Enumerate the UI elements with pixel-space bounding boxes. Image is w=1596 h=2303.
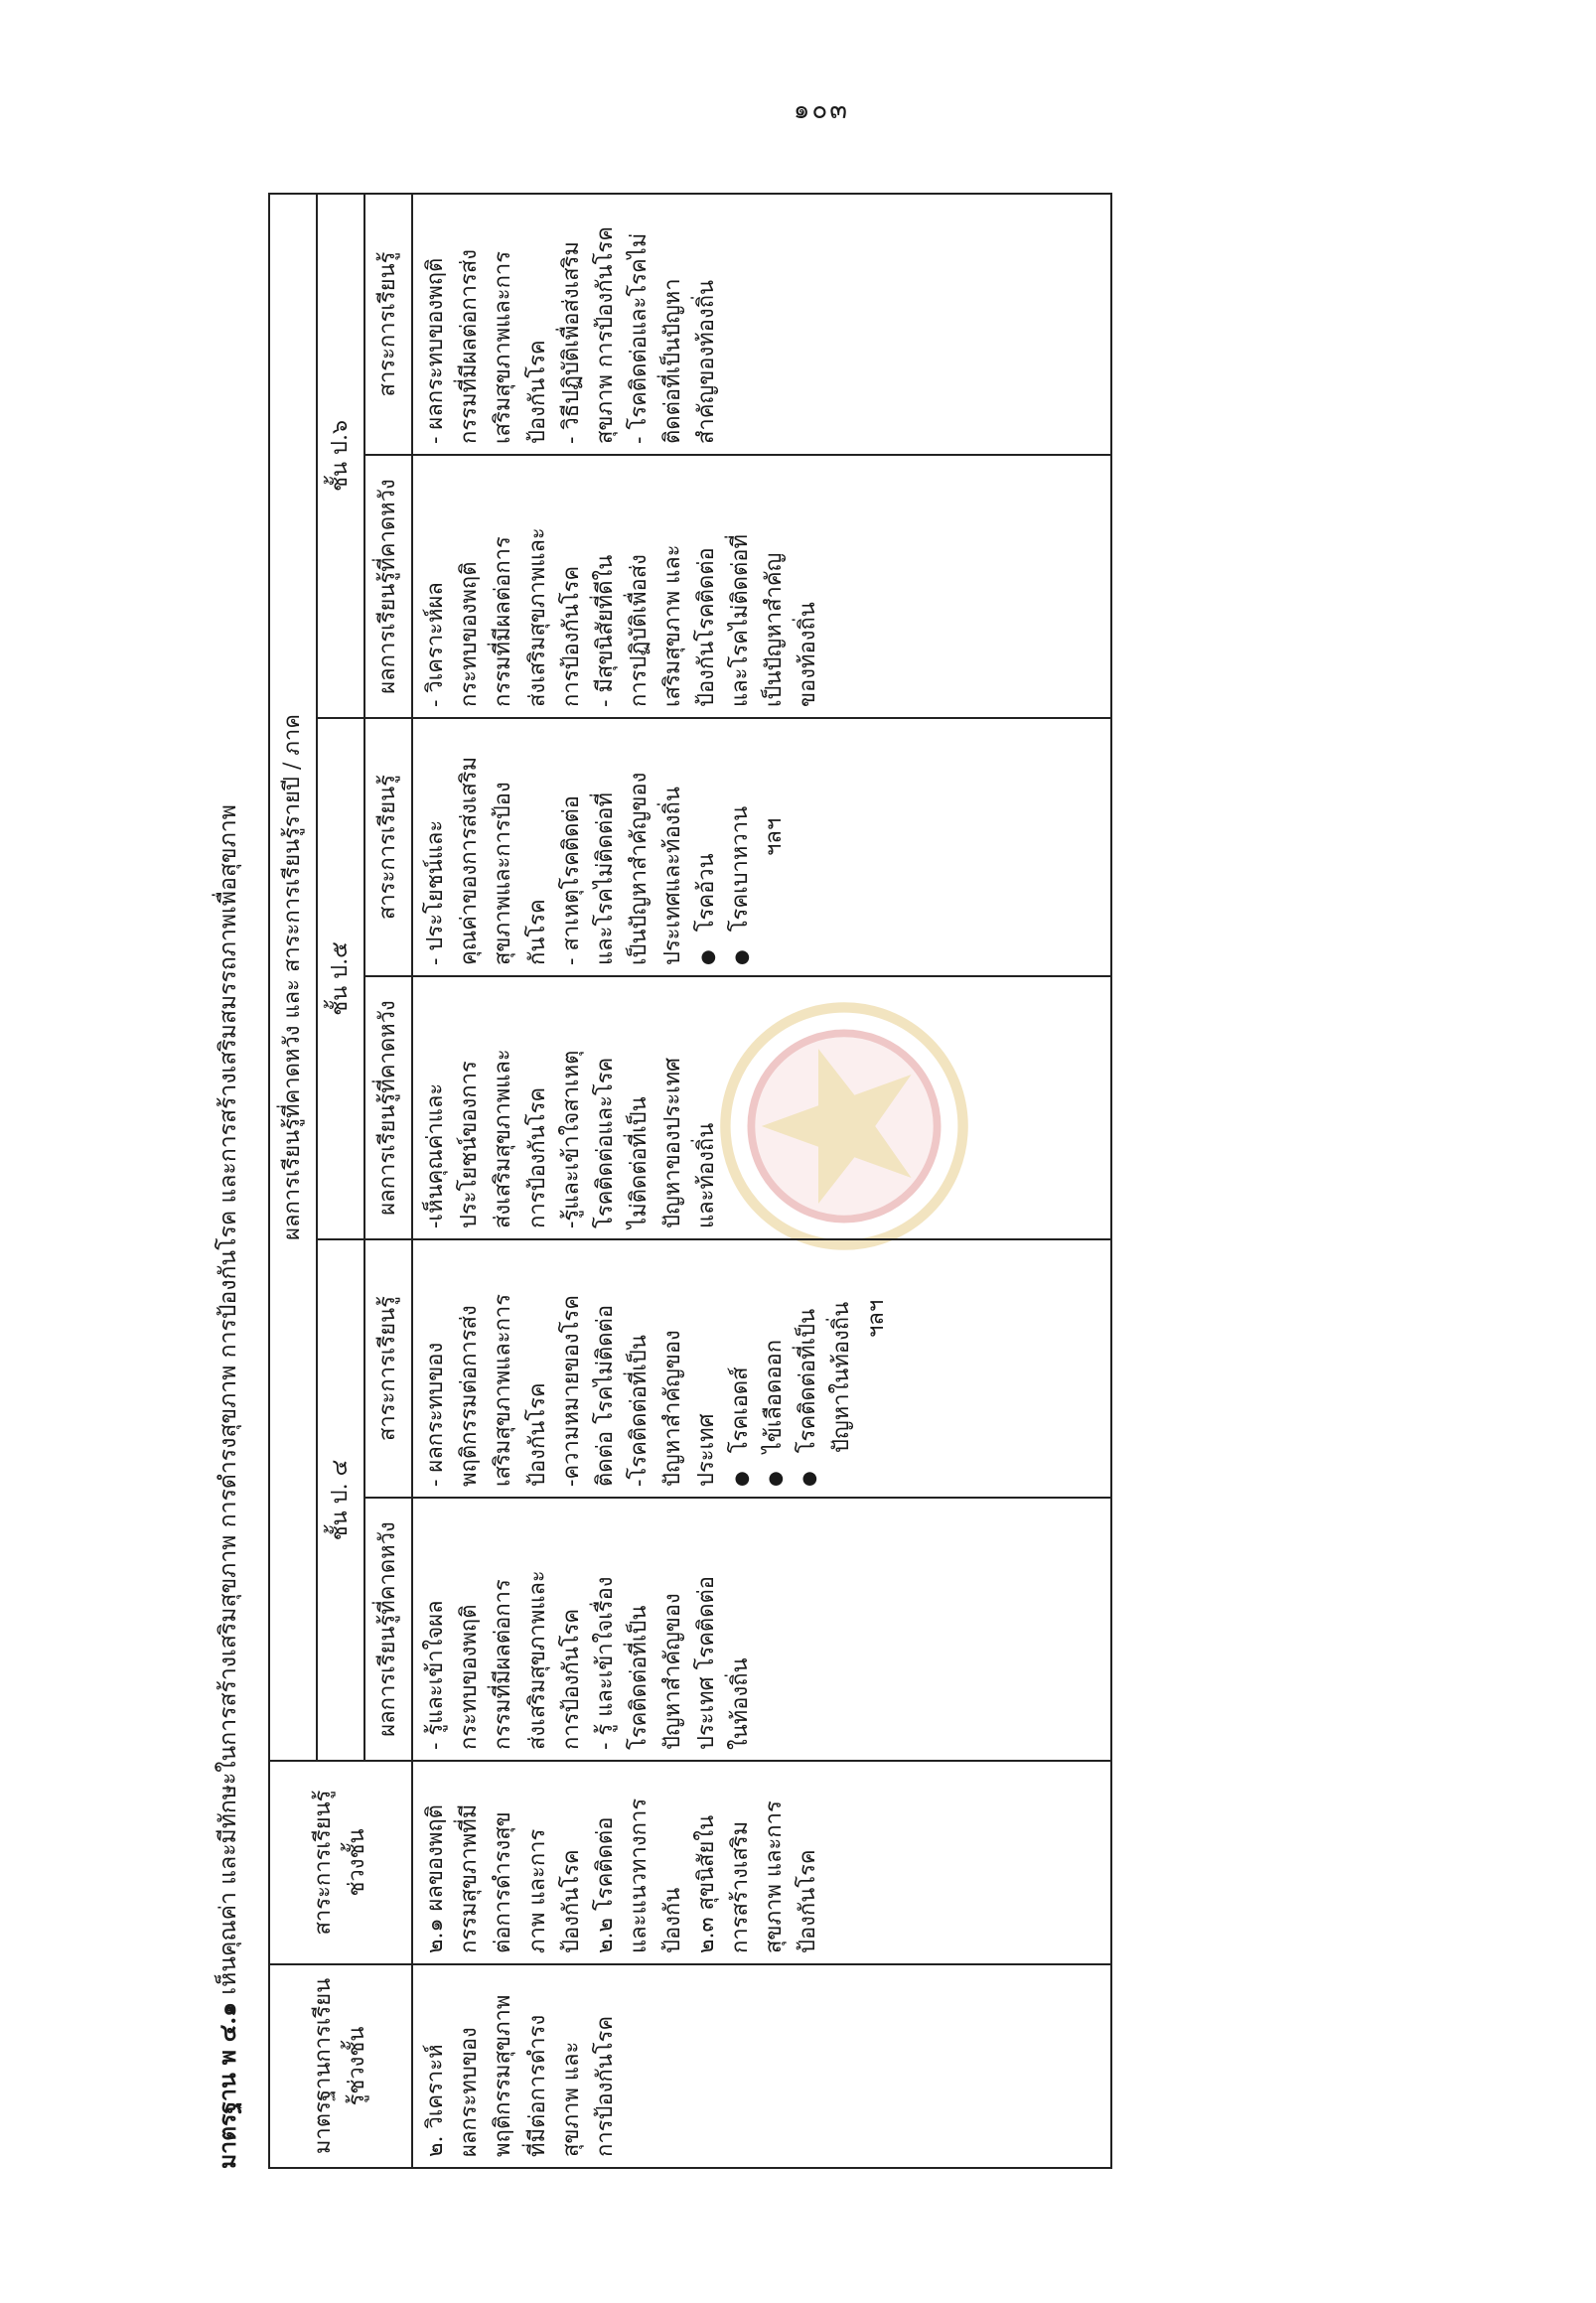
text-line: สุขภาพ การป้องกันโรค [592, 226, 618, 444]
text-line: ติดต่อที่เป็นปัญหา [659, 278, 685, 444]
bullet-item: ● โรคอ้วน [690, 729, 724, 965]
text-line: เป็นปัญหาสำคัญ [762, 552, 788, 707]
text-line: กรรมที่มีผลต่อการ [491, 536, 516, 707]
p6-content-cell [412, 194, 1111, 455]
text-line: ฯลฯ [762, 817, 788, 856]
p5-outcome-cell [412, 976, 1111, 1239]
text-line: กรรมสุขภาพที่มี [457, 1803, 483, 1953]
text-line: ปัญหาสำคัญของ [659, 1330, 685, 1487]
document-title [199, 804, 258, 2169]
text-line: กระทบของพฤติ [457, 1604, 483, 1750]
text-line: และแนวทางการ [626, 1798, 652, 1953]
header-content: สาระการเรียนรู้ช่วงชั้น [269, 1761, 412, 1964]
text-line: การป้องกันโรค [558, 1608, 584, 1750]
text-line: และโรคไม่ติดต่อที่ [592, 792, 618, 965]
text-line: และท้องถิ่น [694, 1122, 720, 1228]
p4-content-cell [412, 1239, 1111, 1498]
text-line: โรคติดต่อและโรค [592, 1057, 618, 1228]
text-line: สุขภาพและการป้อง [491, 782, 516, 965]
text-line: สุขภาพ และ [558, 2041, 584, 2157]
standard-description: เห็นคุณค่า และมีทักษะในการสร้างเสริมสุขภาพ การดำรงสุขภาพ การป้องกันโรค และการสร้างเสริมสมรรถภาพเพื่อสุขภาพ [216, 804, 241, 1995]
text-line: - ประโยชน์และ [423, 819, 449, 965]
text-line: กันโรค [524, 899, 550, 965]
header-grade6: ชั้น ป.๖ [317, 194, 364, 718]
text-line: เสริมสุขภาพ และ [659, 544, 685, 707]
text-line: ติดต่อ โรคไม่ติดต่อ [592, 1304, 618, 1487]
content-cell [412, 1761, 1111, 1964]
text-line: ภาพ และการ [524, 1828, 550, 1953]
text-line: ประโยชน์ของการ [457, 1061, 483, 1228]
rotated-document [199, 195, 1311, 2169]
header-p6-content: สาระการเรียนรู้ [364, 194, 412, 455]
text-line: ป้องกันโรค [524, 1382, 550, 1487]
text-line: ป้องกันโรค [524, 340, 550, 444]
text-line: และโรคไม่ติดต่อที่ [728, 534, 754, 707]
text-line: - วิเคราะห์ผล [423, 582, 449, 707]
bullet-item: ● ไข้เลือดออก [758, 1250, 792, 1487]
text-line: ป้องกันโรค [558, 1849, 584, 1953]
text-line: ประเทศและท้องถิ่น [659, 787, 685, 965]
text-line: - รู้และเข้าใจผล [423, 1600, 449, 1750]
header-p5-content: สาระการเรียนรู้ [364, 718, 412, 976]
text-line: การป้องกันโรค [558, 565, 584, 707]
header-grade4: ชั้น ป. ๔ [317, 1239, 364, 1761]
text-line: การป้องกันโรค [524, 1086, 550, 1228]
text-line: ต่อการดำรงสุข [491, 1811, 516, 1953]
text-line: ส่งเสริมสุขภาพและ [524, 527, 550, 707]
text-line: ที่มีต่อการดำรง [524, 2014, 550, 2157]
text-line: -รู้และเข้าใจสาเหตุ [558, 1050, 584, 1228]
text-line: สุขภาพ และการ [762, 1800, 788, 1953]
text-line: - สาเหตุโรคติดต่อ [558, 795, 584, 965]
text-line: ๒.๑ ผลของพฤติ [423, 1804, 449, 1953]
text-line: ส่งเสริมสุขภาพและ [491, 1049, 516, 1228]
text-line: - ผลกระทบของพฤติ [423, 257, 449, 444]
header-p4-outcome: ผลการเรียนรู้ที่คาดหวัง [364, 1498, 412, 1761]
text-line: พฤติกรรมต่อการส่ง [457, 1305, 483, 1487]
text-line: เสริมสุขภาพและการ [491, 1293, 516, 1487]
text-line: ป้องกัน [659, 1887, 685, 1953]
text-line: - มีสุขนิสัยที่ดีใน [592, 554, 618, 707]
bullet-item: ● โรคเอดส์ [724, 1250, 758, 1487]
text-line: - รู้ และเข้าใจเรื่อง [592, 1576, 618, 1750]
header-p6-outcome: ผลการเรียนรู้ที่คาดหวัง [364, 455, 412, 718]
text-line: ๒.๓ สุขนิสัยใน [694, 1814, 720, 1953]
text-line: เสริมสุขภาพและการ [491, 250, 516, 444]
text-line: ไม่ติดต่อที่เป็น [626, 1096, 652, 1228]
text-line: เป็นปัญหาสำคัญของ [626, 772, 652, 965]
text-line: ๒. วิเคราะห์ [423, 2044, 449, 2157]
text-line: ปัญหาในท้องถิ่น [829, 1301, 855, 1453]
text-line: การป้องกันโรค [592, 2015, 618, 2157]
text-line: ประเทศ โรคติดต่อ [694, 1575, 720, 1750]
text-line: การสร้างเสริม [728, 1820, 754, 1953]
header-grade5: ชั้น ป.๕ [317, 718, 364, 1239]
text-line: -เห็นคุณค่าและ [423, 1082, 449, 1228]
p4-outcome-cell [412, 1498, 1111, 1761]
page-number: ๑๐๓ [793, 95, 849, 125]
bullet-item: ● โรคเบาหวาน [724, 729, 758, 965]
text-line: กรรมที่มีผลต่อการ [491, 1579, 516, 1750]
p6-outcome-cell [412, 455, 1111, 718]
text-line: ๒.๒ โรคติดต่อ [592, 1816, 618, 1953]
text-line: กรรมที่มีผลต่อการส่ง [457, 249, 483, 444]
header-standard: มาตรฐานการเรียนรู้ช่วงชั้น [269, 1964, 412, 2168]
text-line: ฯลฯ [863, 1299, 889, 1338]
text-line: สำคัญของท้องถิ่น [694, 279, 720, 444]
header-group: ผลการเรียนรู้ที่คาดหวัง และ สาระการเรียนรู้รายปี / ภาค [269, 194, 317, 1761]
text-line: พฤติกรรมสุขภาพ [491, 1994, 516, 2157]
text-line: - โรคติดต่อและโรคไม่ [626, 232, 652, 444]
p5-content-cell [412, 718, 1111, 976]
text-line: - ผลกระทบของ [423, 1342, 449, 1487]
text-line: ในท้องถิ่น [728, 1657, 754, 1750]
text-line: -โรคติดต่อที่เป็น [626, 1335, 652, 1487]
text-line: ส่งเสริมสุขภาพและ [524, 1570, 550, 1750]
standard-cell [412, 1964, 1111, 2168]
text-line: - วิธีปฏิบัติเพื่อส่งเสริม [558, 241, 584, 444]
text-line: ป้องกันโรคติดต่อ [694, 547, 720, 707]
text-line: คุณค่าของการส่งเสริม [457, 756, 483, 965]
text-line: ป้องกันโรค [796, 1849, 821, 1953]
text-line: -ความหมายของโรค [558, 1295, 584, 1487]
standard-code: มาตรฐาน พ ๔.๑ [215, 2002, 241, 2169]
text-line: การปฏิบัติเพื่อส่ง [626, 554, 652, 707]
text-line: โรคติดต่อที่เป็น [626, 1605, 652, 1750]
text-line: ปัญหาของประเทศ [659, 1057, 685, 1228]
text-line: ปัญหาสำคัญของ [659, 1593, 685, 1750]
text-line: กระทบของพฤติ [457, 561, 483, 707]
header-p5-outcome: ผลการเรียนรู้ที่คาดหวัง [364, 976, 412, 1239]
text-line: ประเทศ [694, 1413, 720, 1487]
text-line: ผลกระทบของ [457, 2027, 483, 2157]
text-line: ของท้องถิ่น [796, 602, 821, 707]
header-p4-content: สาระการเรียนรู้ [364, 1239, 412, 1498]
bullet-item: ● โรคติดต่อที่เป็น [792, 1250, 825, 1487]
curriculum-table [268, 193, 1112, 2169]
